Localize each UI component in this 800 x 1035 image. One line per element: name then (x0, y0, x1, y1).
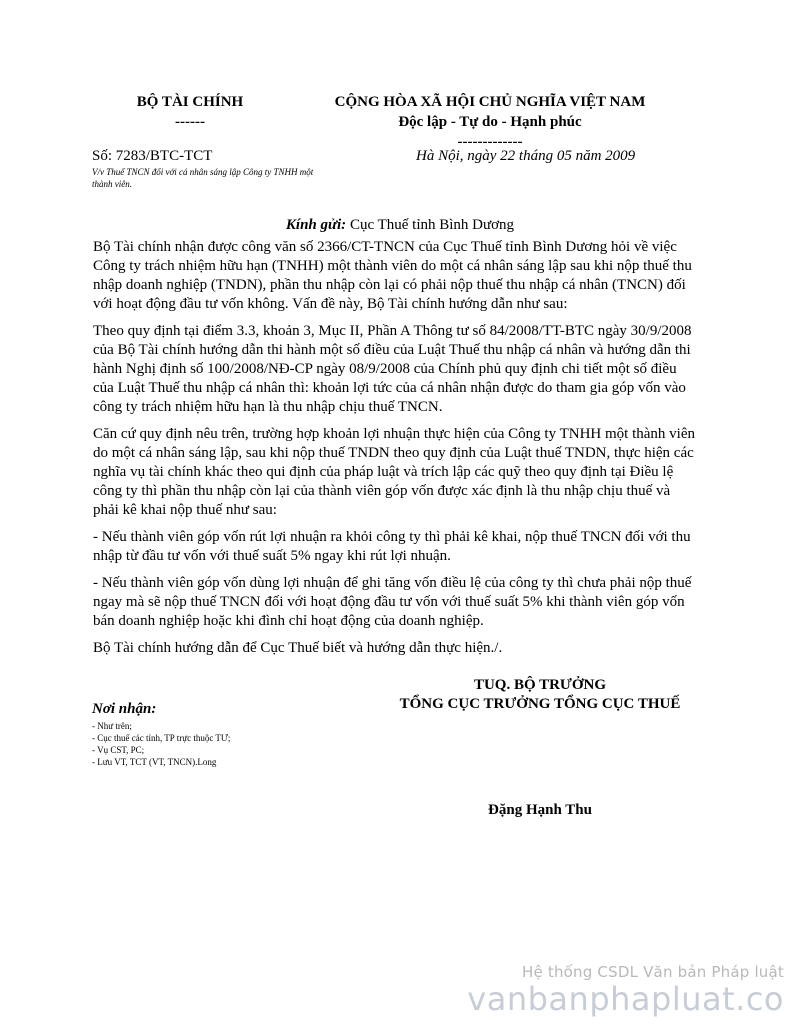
body-paragraph: Bộ Tài chính hướng dẫn để Cục Thuế biết và hướng dẫn thực hiện./. (93, 640, 503, 656)
country-name: CỘNG HÒA XÃ HỘI CHỦ NGHĨA VIỆT NAM (334, 94, 646, 110)
receiver-item: - Vụ CST, PC; (92, 745, 145, 755)
receivers-list (92, 720, 332, 768)
document-number: Số: 7283/BTC-TCT (92, 148, 213, 164)
signer-name: Đặng Hạnh Thu (488, 802, 592, 818)
body-paragraph: - Nếu thành viên góp vốn dùng lợi nhuận để ghi tăng vốn điều lệ của công ty thì chưa phải nộp thuế ngay mà sẽ nộp thuế TNCN đối với hoạt động đầu tư vốn với thuế suất 5% khi thành viên góp vốn bán doanh nghiệp hoặc khi đình chỉ hoạt động của doanh nghiệp. (93, 575, 692, 629)
document-subject: V/v Thuế TNCN đối với cá nhân sáng lập Công ty TNHH một thành viên. (92, 167, 314, 189)
recipient-name: Cục Thuế tỉnh Bình Dương (349, 217, 515, 233)
body-paragraph: Bộ Tài chính nhận được công văn số 2366/CT-TNCN của Cục Thuế tỉnh Bình Dương hỏi về việc Công ty trách nhiệm hữu hạn (TNHH) một thành viên do một cá nhân sáng lập sau khi nộp thuế thu nhập doanh nghiệp (TNDN), phần thu nhập còn lại có phải nộp thuế thu nhập cá nhân (TNCN) đối với hoạt động đầu tư vốn không. Vấn đề này, Bộ Tài chính hướng dẫn như sau: (93, 239, 692, 312)
signature-block (370, 676, 710, 714)
body-paragraph: Theo quy định tại điểm 3.3, khoản 3, Mục II, Phần A Thông tư số 84/2008/TT-BTC ngày 30/9/2008 của Bộ Tài chính hướng dẫn thi hành một số điều của Luật Thuế thu nhập cá nhân và hướng dẫn thi hành Nghị định số 100/2008/NĐ-CP ngày 08/9/2008 của Chính phủ quy định chi tiết một số điều của Luật Thuế thu nhập cá nhân thì: khoản lợi tức của cá nhân nhận được do tham gia góp vốn vào công ty trách nhiệm hữu hạn là thu nhập chịu thuế TNCN. (93, 323, 692, 415)
recipient-label: Kính gửi: (285, 217, 347, 233)
signature-title-line2: TỔNG CỤC TRƯỞNG TỔNG CỤC THUẾ (399, 696, 681, 712)
receiver-item: - Như trên; (92, 721, 132, 731)
motto-rule: ------------- (457, 134, 523, 150)
issuing-agency: BỘ TÀI CHÍNH (136, 94, 244, 110)
agency-rule: ------ (175, 114, 205, 130)
body-paragraph: - Nếu thành viên góp vốn rút lợi nhuận ra khỏi công ty thì phải kê khai, nộp thuế TNCN đối với thu nhập từ đầu tư vốn với thuế suất 5% ngay khi rút lợi nhuận. (93, 529, 691, 564)
issuing-agency-block (110, 92, 270, 132)
signature-title-line1: TUQ. BỘ TRƯỞNG (473, 677, 607, 693)
national-header-block (290, 92, 690, 152)
receivers-block (92, 701, 332, 768)
receiver-item: - Lưu VT, TCT (VT, TNCN).Long (92, 757, 217, 767)
national-motto: Độc lập - Tự do - Hạnh phúc (398, 114, 582, 130)
watermark-domain: vanbanphapluat.co (467, 980, 784, 1018)
watermark-caption: Hệ thống CSDL Văn bản Pháp luật (521, 963, 784, 981)
recipient-line (0, 217, 800, 234)
document-body (93, 238, 697, 666)
receivers-title: Nơi nhận: (92, 701, 157, 717)
body-paragraph: Căn cứ quy định nêu trên, trường hợp khoản lợi nhuận thực hiện của Công ty TNHH một thành viên do một cá nhân sáng lập, sau khi nộp thuế TNDN theo quy định của Luật thuế TNDN, thực hiện các nghĩa vụ tài chính khác theo qui định của pháp luật và trích lập các quỹ theo quy định tại Điều lệ công ty thì phần thu nhập còn lại của thành viên góp vốn được xác định là thu nhập chịu thuế và phải kê khai nộp thuế như sau: (93, 426, 695, 518)
place-and-date: Hà Nội, ngày 22 tháng 05 năm 2009 (416, 148, 636, 164)
receiver-item: - Cục thuế các tỉnh, TP trực thuộc TƯ; (92, 733, 231, 743)
